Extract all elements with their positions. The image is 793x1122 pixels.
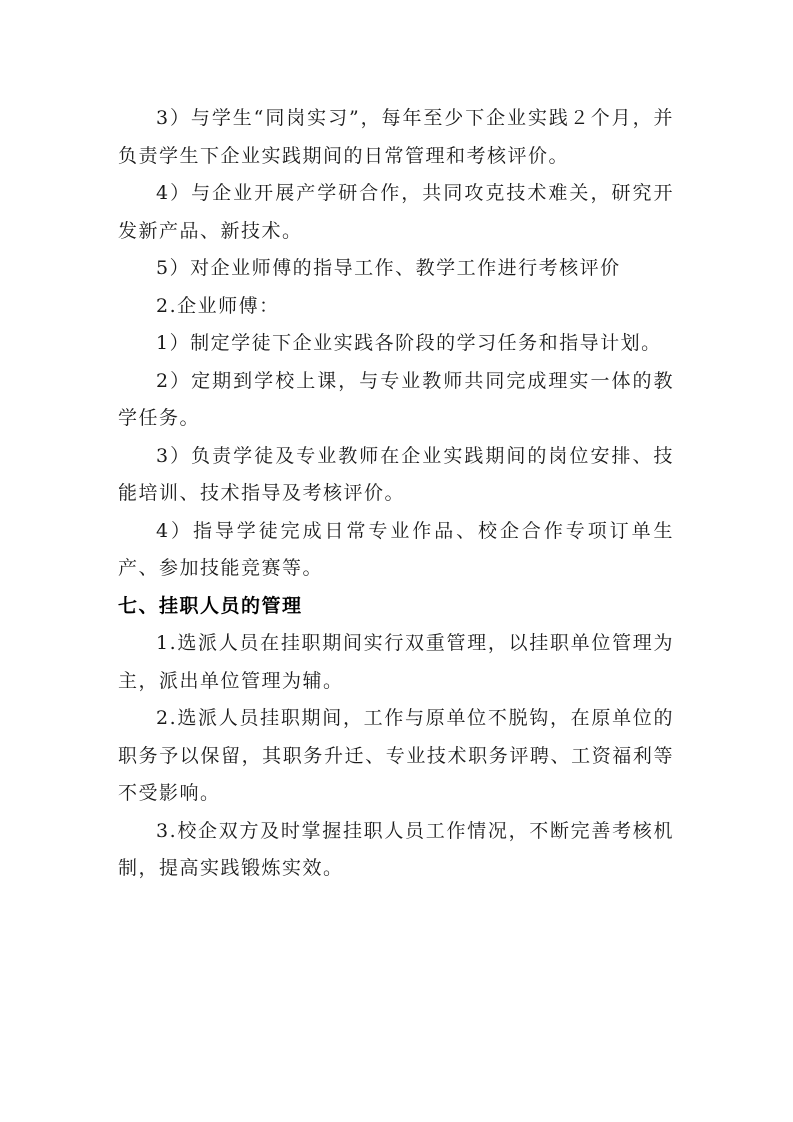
paragraph-management-2: 2.选派人员挂职期间，工作与原单位不脱钩，在原单位的职务予以保留，其职务升迁、专业技术职务评聘、工资福利等不受影响。 <box>118 707 674 804</box>
paragraph-teacher-duty-4: 4）与企业开展产学研合作，共同攻克技术难关，研究开发新产品、新技术。 <box>118 182 674 242</box>
paragraph-mentor-duty-1: 1）制定学徒下企业实践各阶段的学习任务和指导计划。 <box>156 332 662 354</box>
paragraph-teacher-duty-3: 3）与学生“同岗实习”，每年至少下企业实践２个月，并负责学生下企业实践期间的日常管理和考核评价。 <box>118 107 674 167</box>
paragraph-mentor-duty-3: 3）负责学徒及专业教师在企业实践期间的岗位安排、技能培训、技术指导及考核评价。 <box>118 444 674 504</box>
paragraph-mentor-duty-2: 2）定期到学校上课，与专业教师共同完成理实一体的教学任务。 <box>118 369 674 429</box>
section-heading-7: 七、挂职人员的管理 <box>118 594 303 617</box>
paragraph-management-1: 1.选派人员在挂职期间实行双重管理，以挂职单位管理为主，派出单位管理为辅。 <box>118 632 674 692</box>
paragraph-management-3: 3.校企双方及时掌握挂职人员工作情况，不断完善考核机制，提高实践锻炼实效。 <box>118 819 674 879</box>
paragraph-mentor-duty-4: 4）指导学徒完成日常专业作品、校企合作专项订单生产、参加技能竞赛等。 <box>118 519 674 579</box>
document-body <box>118 100 674 888</box>
subheading-enterprise-mentor: 2.企业师傅： <box>156 294 280 317</box>
paragraph-teacher-duty-5: 5）对企业师傅的指导工作、教学工作进行考核评价 <box>156 257 621 279</box>
